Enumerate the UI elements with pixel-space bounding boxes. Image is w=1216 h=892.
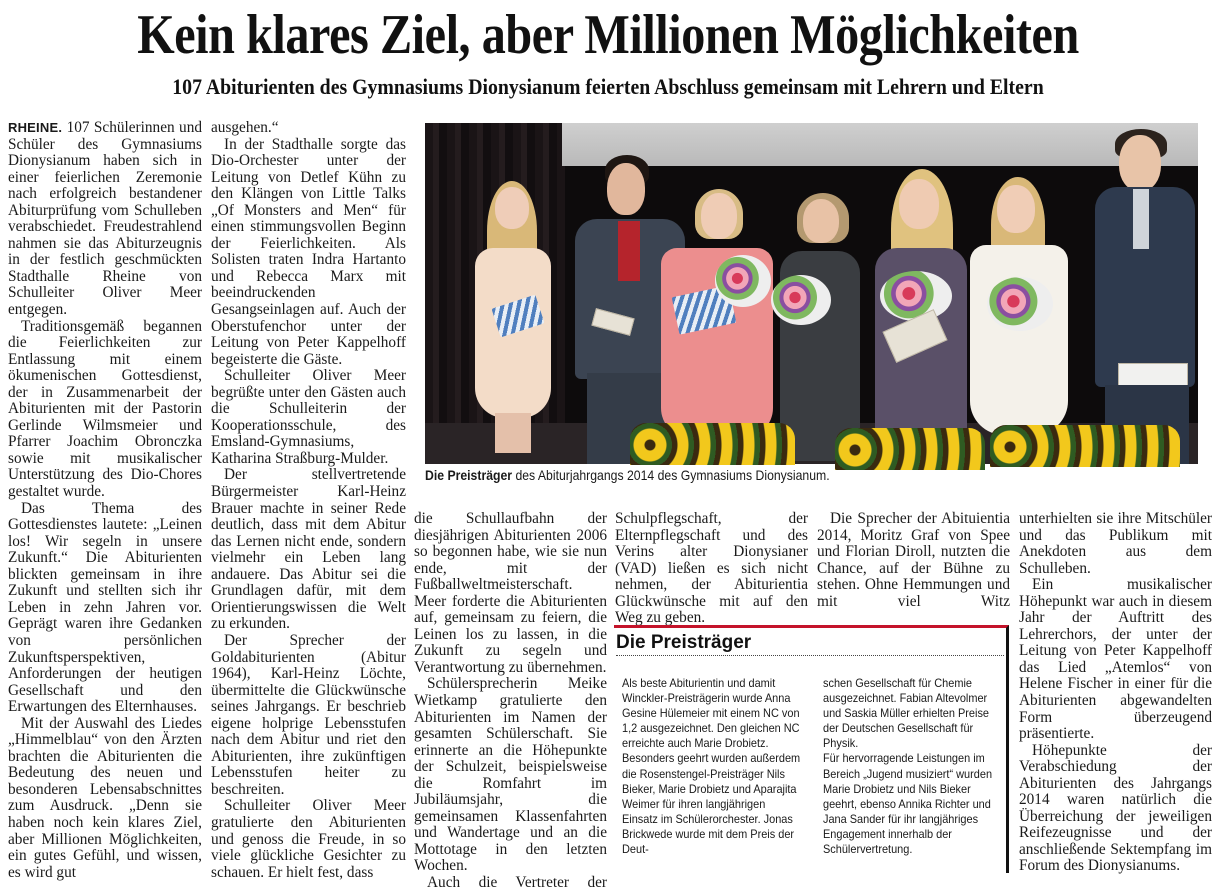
paragraph: Mit der Auswahl des Liedes „Himmelblau“ von den Ärzten brachten die Abiturienten die Bedeutung des neuen und besonderen Lebensabschnittes zum Ausdruck. „Denn sie haben noch kein klares Ziel, aber Millionen Möglichkeiten, ein gutes Gefühl, und wissen, es wird gut bbox=[8, 714, 202, 881]
article-column-5 bbox=[817, 511, 1010, 610]
paragraph: Schulleiter Oliver Meer begrüßte unter den Gästen auch die Schulleiterin der Kooperationsschule, des Emsland-Gymnasiums, Katharina Straßburg-Mulder. bbox=[211, 367, 406, 467]
award-winners-box bbox=[614, 625, 1009, 873]
paragraph: Die Sprecher der Abituientia 2014, Moritz Graf von Spee und Florian Diroll, nutzten die Chance, auf der Bühne zu stehen. Ohne Hemmungen und mit viel Witz bbox=[817, 510, 1010, 610]
paragraph: die Schullaufbahn der diesjährigen Abiturienten 2006 so begonnen habe, wie sie nun ende, mit der Fußballweltmeisterschaft. Meer forderte die Abiturienten auf, gemeinsam zu feiern, die Leinen los zu lassen, in die Zukunft zu segeln und Verantwortung zu übernehmen. bbox=[414, 510, 607, 676]
paragraph: Schulleiter Oliver Meer gratulierte den Abiturienten und genoss die Freude, in so viele glückliche Gesichter zu schauen. Er hielt fest, dass bbox=[211, 797, 406, 881]
paragraph: Der stellvertretende Bürgermeister Karl-Heinz Brauer machte in seiner Rede deutlich, dass mit dem Abitur das Lernen nicht ende, sondern vielmehr ein Leben lang andauere. Das Abitur sei die Grundlagen dafür, mit dem Orientierungswissen die Welt zu erkunden. bbox=[211, 466, 406, 633]
paragraph: Der Sprecher der Goldabiturienten (Abitur 1964), Karl-Heinz Löchte, übermittelte die Glückwünsche seines Jahrgangs. Er beschrieb eigene holprige Lebensstufen nach dem Abitur und riet den Abiturienten, ihre zukünftigen Lebensstufen heiter zu beschreiten. bbox=[211, 631, 406, 798]
infobox-paragraph: schen Gesellschaft für Chemie ausgezeichnet. Fabian Altevolmer und Saskia Müller erhielten Preise der Deutschen Gesellschaft für Physik. bbox=[823, 676, 990, 751]
paragraph: Höhepunkte der Verabschiedung der Abiturienten des Jahrgangs 2014 waren natürlich die Überreichung der jeweiligen Reifezeugnisse und der anschließende Sektempfang im Forum des Dionysianums. bbox=[1019, 741, 1212, 875]
infobox-paragraph: Für hervorragende Leistungen im Bereich „Jugend musiziert“ wurden Marie Drobietz und Nils Bieker geehrt, ebenso Annika Richter und Jana Sander für ihr langjähriges Engagement innerhalb der Schülervertretung. bbox=[823, 751, 993, 857]
sunflower-arrangement bbox=[835, 428, 985, 470]
paragraph: Ein musikalischer Höhepunkt war auch in diesem Jahr der Auftritt des Lehrerchors, der unter der Leitung von Peter Kappelhoff das Lied „Atemlos“ von Helene Fischer in einer für die Abiturienten abgewandelten Form überzeugend präsentierte. bbox=[1019, 576, 1212, 743]
paragraph: ausgehen.“ bbox=[211, 119, 279, 136]
headline: Kein klares Ziel, aber Millionen Möglichkeiten bbox=[137, 4, 1079, 66]
caption-text: des Abiturjahrgangs 2014 des Gymnasiums Dionysianum. bbox=[512, 468, 830, 483]
infobox-column-2 bbox=[823, 676, 1003, 857]
article-photo bbox=[425, 123, 1198, 464]
paragraph: Schülersprecherin Meike Wietkamp gratulierte den Abiturienten im Namen der gesamten Schülerschaft. Sie erinnerte an die Höhepunkte der Schulzeit, beispielsweise die Romfahrt im Jubiläumsjahr, die gemeinsamen Klassenfahrten und Wandertage und an die Mottotage in den letzten Wochen. bbox=[414, 675, 607, 875]
paragraph: unterhielten sie ihre Mitschüler und das Publikum mit Anekdoten aus dem Schulleben. bbox=[1019, 510, 1212, 577]
article-column-2 bbox=[211, 120, 406, 881]
caption-lead: Die Preisträger bbox=[425, 468, 513, 483]
dateline: RHEINE. bbox=[8, 120, 63, 135]
article-column-6 bbox=[1019, 511, 1212, 875]
paragraph: Schulpflegschaft, der Elternpflegschaft und des Verins alter Dionysianer (VAD) ließen es sich nicht nehmen, der Abiturientia Glückwünsche mit auf den Weg zu geben. bbox=[615, 510, 808, 627]
subheadline: 107 Abiturienten des Gymnasiums Dionysianum feierten Abschluss gemeinsam mit Lehrern und Eltern bbox=[172, 74, 1044, 99]
photo-caption bbox=[425, 467, 1121, 484]
sunflower-arrangement bbox=[630, 423, 795, 465]
paragraph: Auch die Vertreter der bbox=[427, 874, 607, 892]
infobox-column-1: Als beste Abiturientin und damit Winckler-Preisträgerin wurde Anna Gesine Hülemeier mit einem NC von 1,2 ausgezeichnet. Den gleichen NC erreichte auch Marie Drobietz. Besonders geehrt wurden außerdem die Rosenstengel-Preisträger Nils Bieker, Marie Drobietz und Aparajita Weimer für ihren langjährigen Einsatz im Schülerorchester. Jonas Brickwede wurde mit dem Preis der Deut- bbox=[622, 676, 801, 857]
infobox-title: Die Preisträger bbox=[616, 632, 1004, 656]
stage-screen bbox=[562, 123, 1198, 166]
paragraph: In der Stadthalle sorgte das Dio-Orchester unter der Leitung von Detlef Kühn zu den Klängen von Little Talks „Of Monsters and Men“ für einen stimmungsvollen Beginn der Feierlichkeiten. Als Solisten traten Indra Hartanto und Rebecca Marx mit beeindruckenden Gesangseinlagen auf. Auch der Oberstufenchor unter der Leitung von Peter Kappelhoff begeisterte die Gäste. bbox=[211, 135, 406, 368]
article-column-1 bbox=[8, 120, 202, 881]
paragraph: Das Thema des Gottesdienstes lautete: „Leinen los! Wir segeln in unsere Zukunft.“ Die Abiturienten blickten gemeinsam in ihre Zukunft und stellten sich ihr Leben in zehn Jahren vor. Geprägt waren ihre Gedanken von persönlichen Zukunftsperspektiven, Anforderungen der heutigen Gesellschaft und den Erwartungen des Elternhauses. bbox=[8, 499, 202, 716]
paragraph: Traditionsgemäß begannen die Feierlichkeiten zur Entlassung mit einem ökumenischen Gottesdienst, der in Zusammenarbeit der Abiturienten mit der Pastorin Gerlinde Wilmsmeier und Pfarrer Joachim Obronczka sowie mit musikalischer Unterstützung des Dio-Chores gestaltet wurde. bbox=[8, 317, 202, 501]
paragraph: RHEINE. 107 Schülerinnen und Schüler des Gymnasiums Dionysianum haben sich in einer feierlichen Zeremonie nach erfolgreich bestandener Abiturprüfung vom Schulleben verabschiedet. Freudestrahlend nahmen sie das Abiturzeugnis in der festlich geschmückten Stadthalle Rheine von Schulleiter Oliver Meer entgegen. bbox=[8, 119, 202, 319]
sunflower-arrangement bbox=[990, 425, 1180, 467]
article-column-3 bbox=[414, 511, 607, 892]
article-column-4 bbox=[615, 511, 808, 627]
